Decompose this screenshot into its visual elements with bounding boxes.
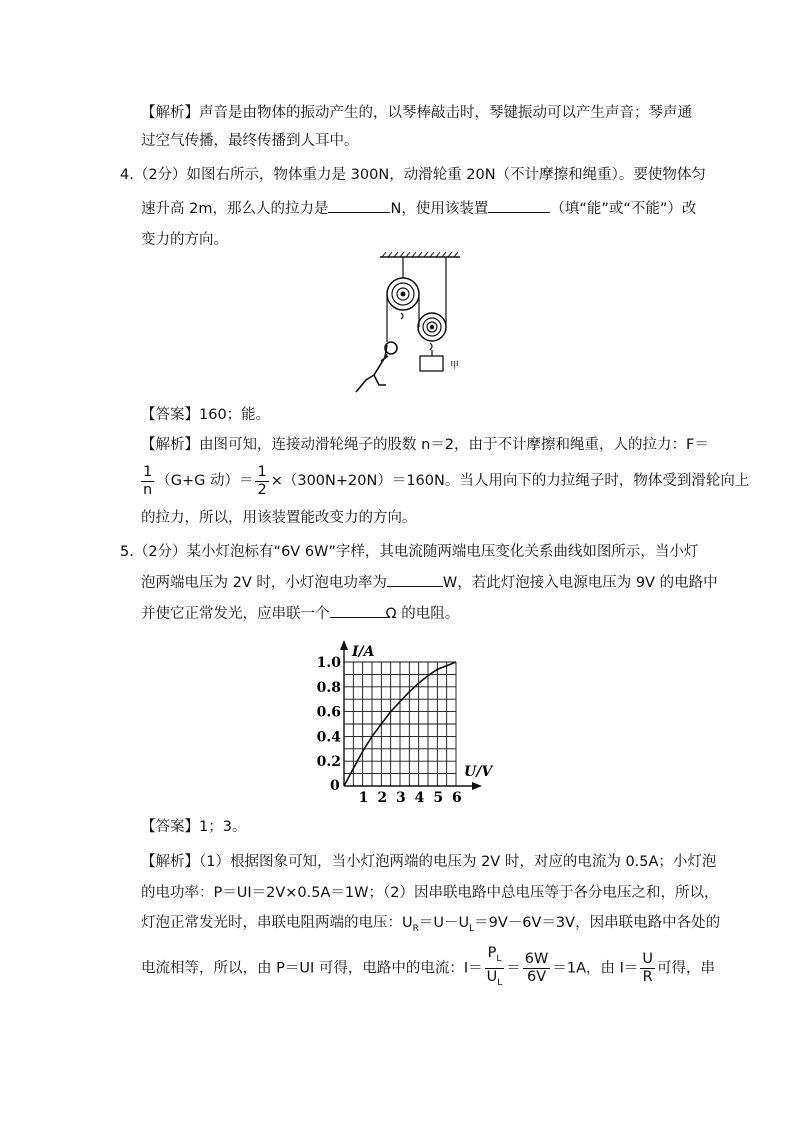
fraction-1-over-2: $\frac{1}{2}$ — [257, 463, 267, 498]
x-tick-label: 4 — [414, 790, 425, 806]
y-tick-label: 0.4 — [316, 729, 341, 746]
q4-stem-line2 — [141, 198, 696, 219]
q4-analysis-line2 — [139, 461, 749, 501]
y-tick-label: 0.6 — [316, 704, 341, 721]
analysis-text: ＝9V－6V＝3V，因串联电路中各处的 — [474, 915, 721, 931]
analysis-text: ＝1A，由 I＝ — [552, 960, 639, 977]
prev-analysis-line2: 过空气传播，最终传播到人耳中。 — [141, 133, 359, 149]
q4-analysis-line3: 的拉力，所以，用该装置能改变力的方向。 — [141, 510, 417, 526]
y-tick-label: 1.0 — [316, 655, 341, 671]
fixed-pulley — [387, 257, 419, 319]
answer-text: 160；能。 — [199, 407, 271, 423]
x-tick-label: 5 — [433, 790, 444, 806]
analysis-tag: 【解析】 — [141, 437, 199, 453]
x-tick-label: 2 — [377, 790, 388, 806]
fraction-6w-over-6v: $\frac{6W}{6V}$ — [524, 950, 549, 985]
fraction-1-over-n: $\frac{1}{n}$ — [143, 463, 153, 498]
y-axis-label: I/A — [352, 644, 375, 660]
q5-text: Ω 的电阻。 — [385, 606, 460, 622]
y-tick-label: 0.8 — [316, 679, 341, 696]
x-axis-label: U/V — [464, 764, 493, 780]
prev-analysis-line1 — [141, 103, 692, 123]
analysis-text: 由图可知，连接动滑轮绳子的股数 n＝2，由于不计摩擦和绳重，人的拉力：F＝ — [199, 437, 709, 453]
y-axis-arrow — [340, 640, 348, 650]
q4-stem-line1: 4.（2分）如图右所示，物体重力是 300N，动滑轮重 20N（不计摩擦和绳重）。要使物体匀 — [120, 167, 706, 183]
q5-text: 泡两端电压为 2V 时，小灯泡电功率为 — [141, 575, 387, 591]
analysis-text: ＝ — [506, 960, 521, 977]
answer-tag: 【答案】 — [141, 819, 199, 835]
current-voltage-chart — [310, 632, 493, 808]
x-axis-arrow — [472, 782, 482, 790]
ceiling — [380, 252, 460, 257]
y-tick-label: 0.2 — [316, 754, 341, 771]
answer-text: 1；3。 — [199, 819, 247, 835]
q5-analysis-line3 — [141, 913, 720, 939]
q5-analysis-line1 — [141, 852, 716, 872]
fraction-pl-over-ul: $\frac{P_L}{U_L}$ — [486, 945, 503, 988]
chart-ticks — [317, 655, 462, 806]
analysis-text: 可得，串 — [657, 960, 715, 977]
q4-blank-direction[interactable] — [488, 198, 550, 213]
pulley-figure — [350, 252, 462, 398]
analysis-text: ＝U－U — [418, 915, 470, 931]
q5-analysis-line2: 的电功率：P＝UI＝2V×0.5A＝1W；（2）因串联电路中总电压等于各分电压之和，所以， — [141, 885, 719, 901]
fraction-u-over-r: $\frac{U}{R}$ — [642, 950, 653, 985]
q5-stem-line3 — [141, 603, 459, 624]
chart-axes — [340, 640, 494, 790]
q5-blank-resistance[interactable] — [330, 603, 386, 618]
q5-blank-power[interactable] — [387, 572, 443, 587]
answer-tag: 【答案】 — [141, 407, 199, 423]
analysis-text: 电流相等，所以，由 P＝UI 可得，电路中的电流：I＝ — [141, 960, 483, 977]
q5-text: W，若此灯泡接入电源电压为 9V 的电路中 — [442, 575, 718, 591]
analysis-text: 灯泡正常发光时，串联电阻两端的电压：U — [141, 915, 413, 931]
q4-text: 速升高 2m，那么人的拉力是 — [141, 201, 329, 217]
q4-text: （填“能”或“不能”）改 — [550, 201, 697, 217]
q5-text: 并使它正常发光，应串联一个 — [141, 606, 330, 622]
load-box — [420, 356, 443, 371]
q4-answer — [141, 405, 270, 425]
analysis-text: （G+G 动）＝ — [156, 473, 254, 489]
q4-analysis-line1 — [141, 435, 709, 455]
q4-text: N，使用该装置 — [390, 201, 489, 217]
figure-label: 甲 — [450, 361, 460, 371]
x-tick-label: 0 — [330, 778, 340, 794]
analysis-text: 声音是由物体的振动产生的，以琴棒敲击时，琴键振动可以产生声音；琴声通 — [199, 105, 692, 121]
q4-stem-line3: 变力的方向。 — [141, 232, 228, 248]
q5-stem-line2 — [141, 572, 718, 593]
analysis-tag: 【解析】 — [141, 105, 199, 121]
q4-blank-force[interactable] — [328, 198, 390, 213]
subscript: R — [412, 923, 419, 934]
analysis-tag: 【解析】 — [141, 854, 199, 870]
x-tick-label: 6 — [452, 790, 462, 806]
person — [356, 342, 397, 392]
x-tick-label: 3 — [396, 790, 406, 806]
analysis-text: （1）根据图象可知，当小灯泡两端的电压为 2V 时，对应的电流为 0.5A；小灯泡 — [199, 854, 717, 870]
rope — [387, 257, 446, 342]
q5-answer — [141, 817, 246, 837]
movable-pulley — [418, 313, 446, 356]
x-tick-label: 1 — [358, 790, 369, 806]
q5-stem-line1: 5.（2分）某小灯泡标有“6V 6W”字样，其电流随两端电压变化关系曲线如图所示，当小灯 — [120, 544, 699, 560]
q5-analysis-line4 — [141, 945, 715, 992]
subscript: L — [469, 923, 475, 934]
analysis-text: ×（300N+20N）＝160N。当人用向下的力拉绳子时，物体受到滑轮向上 — [270, 473, 750, 489]
chart-grid — [344, 662, 456, 786]
